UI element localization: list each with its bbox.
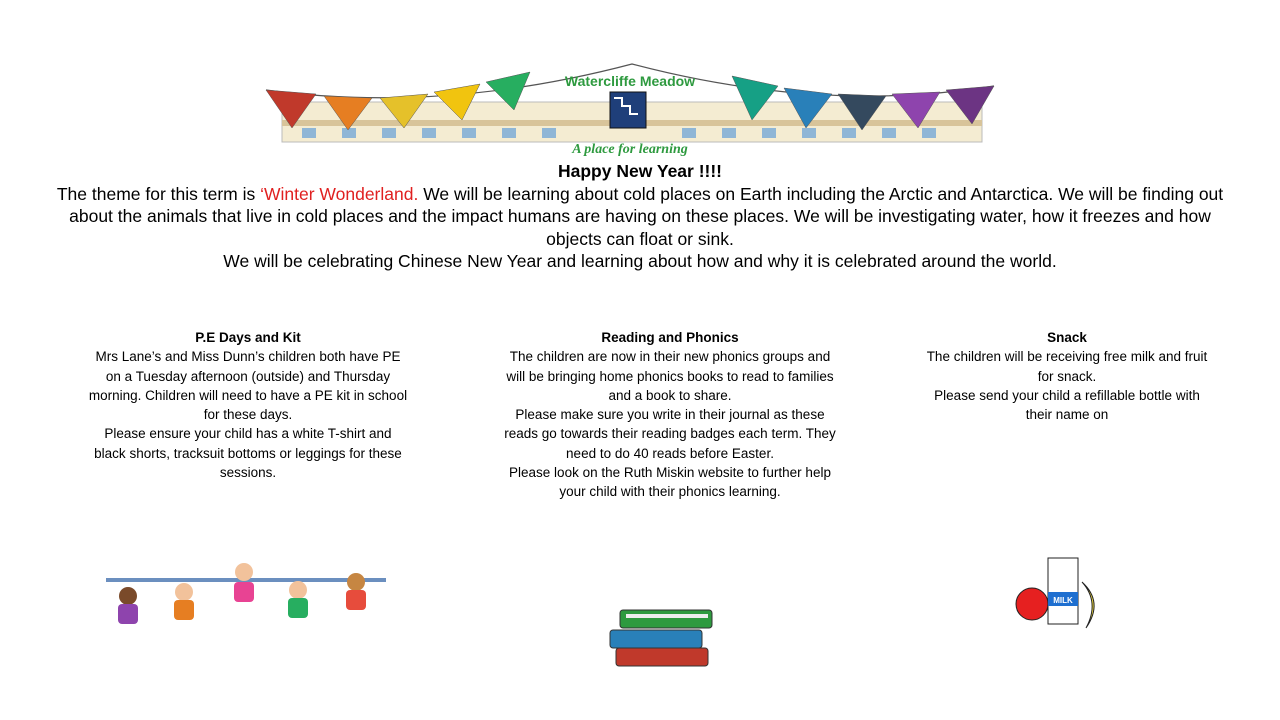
reading-groups-text: The children are now in their new phonics groups and will be bringing home phonics books to read to families and a book to share.	[506, 349, 834, 403]
reading-journal-text: Please make sure you write in their journal as these reads go towards their reading badges each term. They need to do 40 reads before Easter.	[504, 407, 836, 461]
theme-prefix: The theme for this term is	[56, 183, 261, 204]
school-banner-logo	[262, 58, 998, 162]
snack-bottle-text: Please send your child a refillable bottle with their name on	[934, 387, 1200, 423]
snack-section	[922, 328, 1212, 424]
pe-kit-text: Please ensure your child has a white T-shirt and black shorts, tracksuit bottoms or leggings for these sessions.	[94, 426, 402, 481]
pe-days-text: Mrs Lane’s and Miss Dunn’s children both have PE on a Tuesday afternoon (outside) and Thursday morning. Children will need to have a PE kit in school for these days.	[88, 349, 408, 423]
books-picture	[600, 590, 720, 676]
school-name: Watercliffe Meadow	[564, 73, 696, 89]
reading-title: Reading and Phonics	[601, 330, 739, 345]
children-on-bar-picture	[106, 560, 386, 634]
theme-description: We will be learning about cold places on Earth including the Arctic and Antarctica. We will be finding out about the animals that live in cold places and the impact humans are having on these places. We will be investigating water, how it freezes and how objects can float or sink.	[69, 183, 1224, 249]
pe-section	[88, 328, 408, 482]
theme-paragraph	[40, 183, 1240, 251]
school-tagline: A place for learning	[572, 142, 688, 157]
page-title: Happy New Year !!!!	[557, 161, 723, 181]
intro-section	[40, 160, 1240, 273]
snack-title: Snack	[1047, 330, 1087, 345]
snack-milk-text: The children will be receiving free milk and fruit for snack.	[926, 349, 1208, 384]
milk-label: MILK	[1053, 596, 1073, 605]
reading-website-text: Please look on the Ruth Miskin website to further help your child with their phonics learning.	[509, 465, 831, 500]
theme-name: ‘Winter Wonderland.	[260, 183, 419, 204]
chinese-new-year-paragraph: We will be celebrating Chinese New Year and learning about how and why it is celebrated around the world.	[223, 251, 1057, 271]
reading-section	[500, 328, 840, 502]
pe-title: P.E Days and Kit	[195, 330, 301, 345]
apple-milk-banana-picture	[1012, 552, 1108, 632]
